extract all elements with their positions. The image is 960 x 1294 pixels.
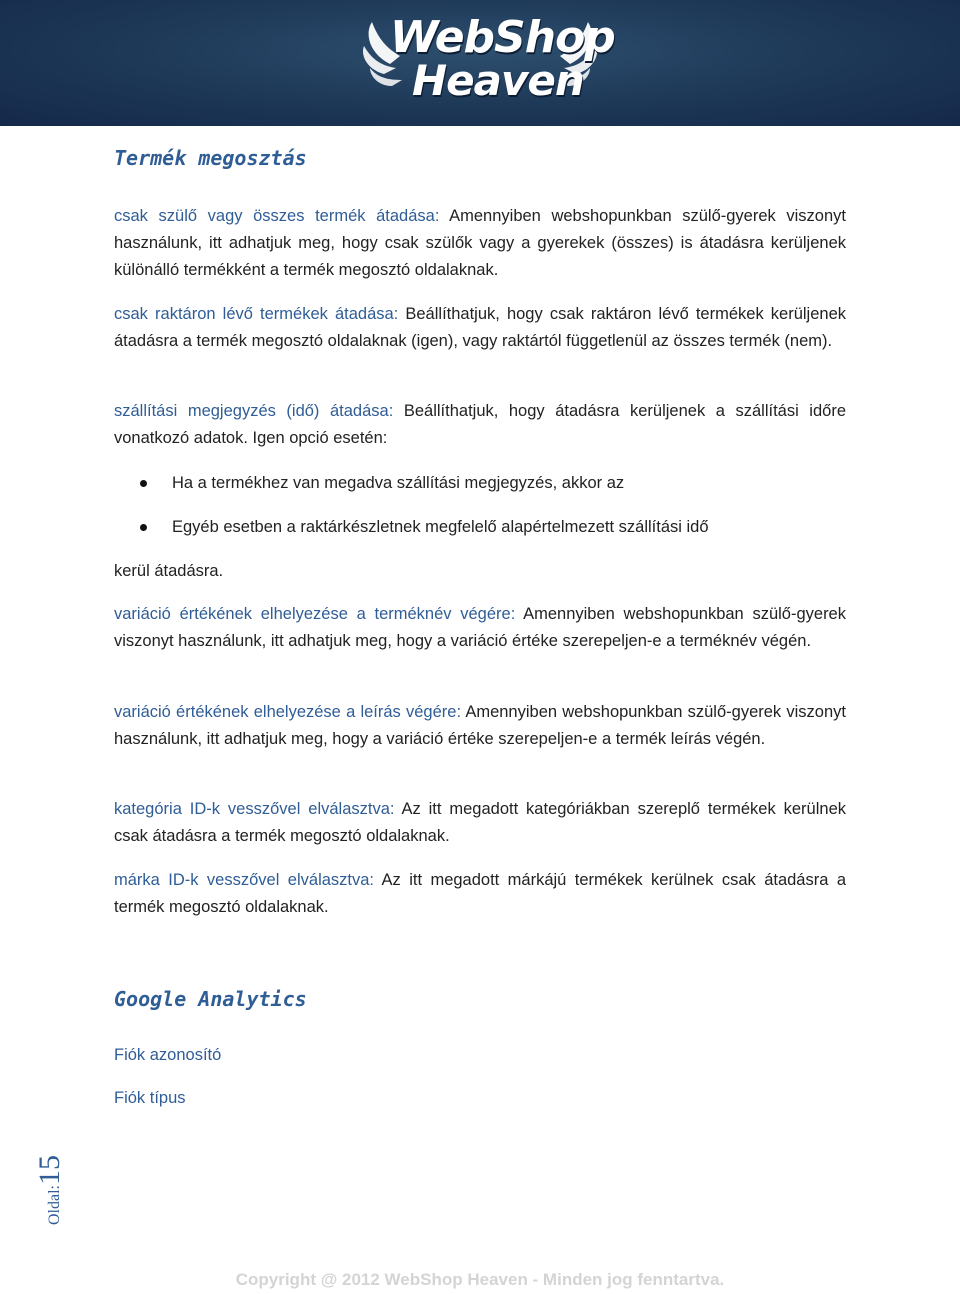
section-title-google-analytics: Google Analytics <box>114 987 307 1011</box>
setting-paragraph <box>114 398 846 452</box>
setting-term: márka ID-k vesszővel elválasztva: <box>114 871 375 889</box>
setting-paragraph <box>114 699 846 753</box>
setting-description: Az itt megadott márkájú termékek kerülnek csak átadásra a termék megosztó oldalaknak. <box>114 871 847 916</box>
logo-text-line1: WebShop <box>390 12 615 63</box>
setting-paragraph <box>114 867 846 921</box>
bullet-icon <box>140 524 147 531</box>
setting-description: Az itt megadott kategóriákban szereplő termékek kerülnek csak átadásra a termék megosztó oldalaknak. <box>114 800 847 845</box>
setting-term: szállítási megjegyzés (idő) átadása: <box>114 402 394 420</box>
page-value: 15 <box>33 1155 66 1185</box>
page-header <box>0 0 960 126</box>
setting-term: kategória ID-k vesszővel elválasztva: <box>114 800 395 818</box>
setting-term: csak szülő vagy összes termék átadása: <box>114 207 440 225</box>
setting-term: csak raktáron lévő termékek átadása: <box>114 305 399 323</box>
page-label: Oldal: <box>46 1185 63 1225</box>
bullet-text: Ha a termékhez van megadva szállítási megjegyzés, akkor az <box>172 474 625 492</box>
section-title-product-share: Termék megosztás <box>114 146 307 170</box>
page-number <box>30 1140 70 1240</box>
setting-description: Amennyiben webshopunkban szülő-gyerek viszonyt használunk, itt adhatjuk meg, hogy a variáció értéke szerepeljen-e a termék leírás végén. <box>114 703 846 748</box>
bullet-icon <box>140 480 147 487</box>
setting-description: Beállíthatjuk, hogy csak raktáron lévő termékek kerüljenek átadásra a termék megosztó oldalaknak (igen), vagy raktártól függetlenül az összes termék (nem). <box>114 305 846 350</box>
bullet-text: Egyéb esetben a raktárkészletnek megfelelő alapértelmezett szállítási idő <box>172 518 709 536</box>
setting-term: variáció értékének elhelyezése a terméknév végére: <box>114 605 516 623</box>
bullet-continuation: kerül átadásra. <box>114 562 224 580</box>
setting-paragraph <box>114 601 846 655</box>
logo-text-line2: Heaven <box>412 56 584 105</box>
setting-term: variáció értékének elhelyezése a leírás végére: <box>114 703 462 721</box>
footer-copyright: Copyright @ 2012 WebShop Heaven - Minden jog fenntartva. <box>235 1270 725 1289</box>
setting-description: Amennyiben webshopunkban szülő-gyerek viszonyt használunk, itt adhatjuk meg, hogy csak szülők vagy a gyerekek (összes) is átadásra kerüljenek különálló termékként a termék megosztó oldalaknak. <box>114 207 846 279</box>
setting-description: Amennyiben webshopunkban szülő-gyerek viszonyt használunk, itt adhatjuk meg, hogy a variáció értéke szerepeljen-e a terméknév végén. <box>114 605 846 650</box>
setting-paragraph <box>114 301 846 355</box>
setting-paragraph <box>114 796 846 850</box>
link-account-type[interactable]: Fiók típus <box>114 1089 186 1107</box>
link-account-id[interactable]: Fiók azonosító <box>114 1046 222 1064</box>
webshop-heaven-logo <box>360 4 615 114</box>
setting-paragraph <box>114 203 846 284</box>
setting-description: Beállíthatjuk, hogy átadásra kerüljenek a szállítási időre vonatkozó adatok. Igen opció esetén: <box>114 402 846 447</box>
